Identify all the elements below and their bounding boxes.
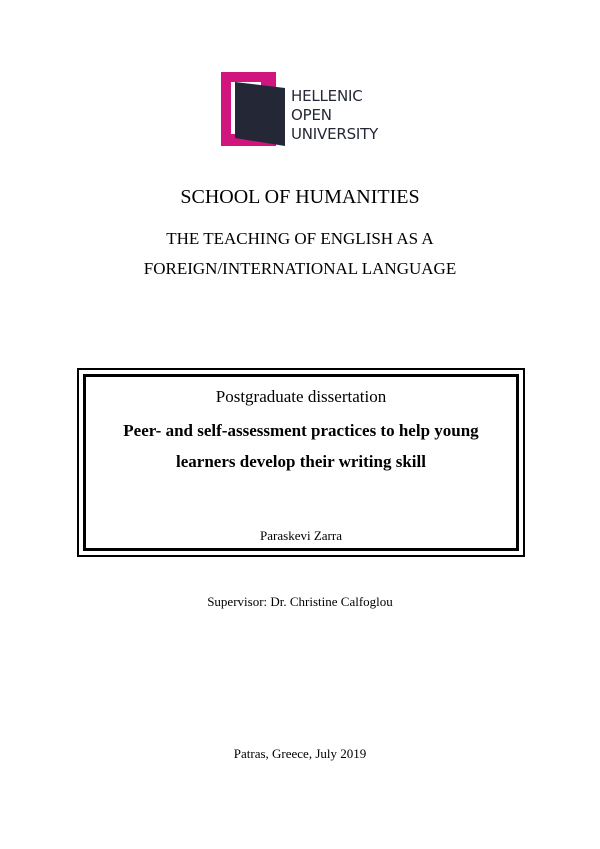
dissertation-title-line-2: learners develop their writing skill [176,452,426,471]
dissertation-frame-inner [83,374,519,551]
logo-line-hellenic: HELLENIC [291,87,363,105]
author-name: Paraskevi Zarra [260,528,342,543]
university-logo [221,72,391,146]
dissertation-title-line-1: Peer- and self-assessment practices to help young [123,421,479,440]
logo-line-open: OPEN [291,106,332,124]
program-name-line-1: THE TEACHING OF ENGLISH AS A [166,229,434,248]
dissertation-type: Postgraduate dissertation [215,387,387,406]
supervisor: Supervisor: Dr. Christine Calfoglou [207,594,393,609]
logo-wordmark [291,87,378,144]
place-date: Patras, Greece, July 2019 [233,746,367,761]
school-name: SCHOOL OF HUMANITIES [180,186,420,208]
logo-line-university: UNIVERSITY [291,125,379,143]
dissertation-frame [77,368,525,557]
logo-emblem-icon [221,72,285,146]
program-name-line-2: FOREIGN/INTERNATIONAL LANGUAGE [143,259,457,278]
